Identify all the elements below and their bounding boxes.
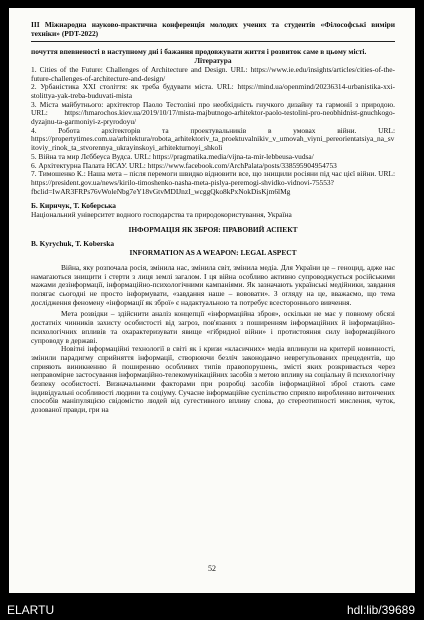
reference-item: 7. Тимошенко К.: Наша мета – після перемоги швидко відновити все, що знищили росіяни під час цієї війни. URL: https://president.gov.ua/news/kirilo-timoshenko-nasha-meta-pislya-peremogi-shvidko-vidnovi-75553?fbclid=IwAR3FRPs76vWoleNbg7eY18vGtvMDIJnzI_wcggQko8kPxNokDisKjm6lMg bbox=[31, 169, 395, 196]
body-paragraph: Новітні інформаційні технології в світі як і кризи «класичних» медіа вплинули на критерії новинності, змінили парадигму сприйняття інформації, створюючи безліч законодавчо неврегульованих прецедентів, що сприяють виникненню й поширенню особливих типів правопорушень, змісті яких розкривається через неправомірне застосування інформаційно-телекомунікаційних засобів з метою впливу на соціальну й психологічну безпеку особистості. Визначальними факторами при розробці засобів інформаційної зброї стають саме індивідуальні особливості людини та соціуму. Сучасне інформаційне суспільство сприяло виробленню витончених способів маніпуляцією свідомістю людей від сугестивного впливу слова, до стереотипності мислення, чуток, дозованої правди, гри на bbox=[31, 344, 395, 415]
reference-item: 1. Cities of the Future: Challenges of Architecture and Design. URL: https://www.ie.edu/insights/articles/cities-of-the-future-challenges-of-architecture-and-design/ bbox=[31, 64, 395, 83]
reference-list bbox=[31, 66, 395, 197]
authors-en: B. Kyrychuk, T. Koberska bbox=[31, 239, 115, 249]
article-title-en: INFORMATION AS A WEAPON: LEGAL ASPECT bbox=[129, 248, 297, 258]
reference-item: 6. Архітектурна Палата НСАУ. URL: https://www.facebook.com/ArchPalata/posts/338595904954753 bbox=[31, 160, 337, 170]
page-number: 52 bbox=[208, 564, 216, 573]
intro-text: почуття впевненості в наступному дні і бажання продовжувати життя і розвиток саме в цьому місті. bbox=[31, 47, 367, 57]
affiliation-ua: Національний університет водного господарства та природокористування, Україна bbox=[31, 210, 292, 220]
page-content bbox=[31, 21, 395, 415]
references-title: Література bbox=[194, 56, 232, 66]
authors-ua: Б. Кирнчук, Т. Коберська bbox=[31, 201, 116, 211]
body-paragraph: Війна, яку розпочала росія, змінила нас, змінила світ, змінила медіа. Для України це – геноцид, адже нас намагаються знищити і стерти з лиця землі загалом. І ця війна особливо активно супроводжується російськими мажами дезінформації, інформаційно-психологічними кампаніями. Як зазначають українські медійники, завдання полягає сьогодні не просто інформувати, «завдання наше – вововати». З огляду на це, вважаємо, що тема дослідження феномену «інформації як зброї» є надактуальною та потребує всестороннього вивчення. bbox=[31, 262, 395, 307]
document-page bbox=[9, 8, 415, 593]
footer-handle-label: hdl:lib/39689 bbox=[346, 603, 415, 617]
body-paragraph: Мета розвідки – здійснити аналіз концепції «інформаційна зброя», оскільки не має у повному обсязі достатніх чинників захисту особистості від загроз, пов'язаних з поширенням інформаційних й інформаційно-психологічних впливів та охарактеризувати явище «гібридної війни» і протистояння силу інформаційного супроводу в державі. bbox=[31, 309, 395, 345]
conference-header: III Міжнародна науково-практична конференція молодих учених та студентів «Філософські виміри техніки» (PDT-2022) bbox=[31, 21, 395, 42]
reference-item: 2. Урбаністика XXI століття: як треба будувати міста. URL: https://mind.ua/openmind/20236314-urbanistika-xxi-stolittya-yak-treba-buduvati-mista bbox=[31, 82, 395, 100]
article-title-ua: ІНФОРМАЦІЯ ЯК ЗБРОЯ: ПРАВОВИЙ АСПЕКТ bbox=[128, 224, 298, 234]
reference-item: 4. Робота архітекторів та проектувальників в умовах війни. URL: https://propertytimes.com.ua/arhitektura/robota_arhitektoriv_ta_proektuvalnikiv_v_umovah_viyni_pereorientatsiya_na_svitoviy_rinok_ta_stvorennya_ukrayinskoyi_arhitekturnoyi_shkoli bbox=[31, 125, 395, 153]
footer-bar bbox=[0, 600, 424, 620]
reference-item: 5. Війна та мир Лєббеуса Вудса. URL: https://pragmatika.media/vijna-ta-mir-lebbeusa-vudsa/ bbox=[31, 151, 314, 161]
reference-item: 3. Міста майбутнього: архітектор Паоло Тестоліні про необхідність гнучкого дизайну та гармонії з природою. URL: https://hmarochos.kiev.ua/2019/10/17/mista-majbutnogo-arhitektor-paolo-testolini-pro-neobhidnist-gnuchkogo-dyzajnu-ta-garmoniyi-z-pryrodoyu/ bbox=[31, 99, 395, 127]
footer-repository-label: ELARTU bbox=[7, 603, 55, 617]
